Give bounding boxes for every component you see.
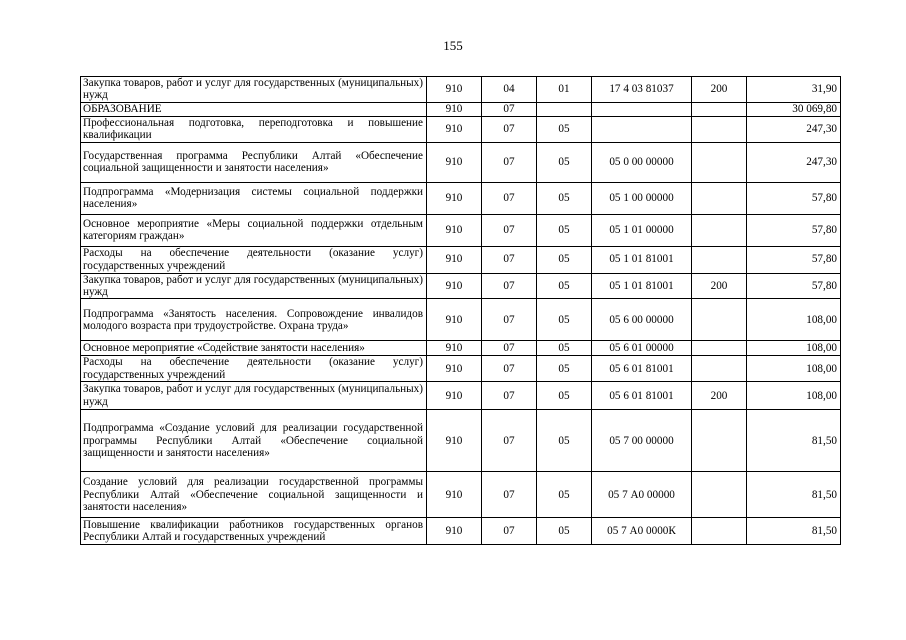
amount-cell: 57,80 — [747, 246, 841, 273]
row-name-cell: Закупка товаров, работ и услуг для государственных (муниципальных) нужд — [81, 382, 427, 410]
expense-type-cell — [692, 182, 747, 214]
target-article-cell: 05 1 01 00000 — [592, 214, 692, 246]
amount-cell: 30 069,80 — [747, 102, 841, 116]
target-article-cell: 05 1 00 00000 — [592, 182, 692, 214]
amount-cell: 108,00 — [747, 341, 841, 356]
section-code-cell: 07 — [482, 102, 537, 116]
row-name-cell: ОБРАЗОВАНИЕ — [81, 102, 427, 116]
section-code-cell: 07 — [482, 472, 537, 518]
budget-table-body — [81, 77, 841, 545]
section-code-cell: 07 — [482, 299, 537, 341]
section-code-cell: 04 — [482, 77, 537, 103]
table-row — [81, 382, 841, 410]
amount-cell: 81,50 — [747, 472, 841, 518]
target-article-cell: 05 7 А0 0000К — [592, 518, 692, 545]
row-name-cell: Закупка товаров, работ и услуг для государственных (муниципальных) нужд — [81, 77, 427, 103]
row-name-cell: Создание условий для реализации государственной программы Республики Алтай «Обеспечение социальной защищенности и занятости населения» — [81, 472, 427, 518]
target-article-cell: 05 6 00 00000 — [592, 299, 692, 341]
row-name-cell: Основное мероприятие «Содействие занятости населения» — [81, 341, 427, 356]
table-row — [81, 77, 841, 103]
target-article-cell: 05 7 00 00000 — [592, 410, 692, 472]
table-row — [81, 142, 841, 182]
target-article-cell: 05 6 01 00000 — [592, 341, 692, 356]
admin-code-cell: 910 — [427, 299, 482, 341]
row-name-cell: Расходы на обеспечение деятельности (оказание услуг) государственных учреждений — [81, 356, 427, 382]
section-code-cell: 07 — [482, 142, 537, 182]
subsection-code-cell: 05 — [537, 341, 592, 356]
expense-type-cell — [692, 142, 747, 182]
admin-code-cell: 910 — [427, 77, 482, 103]
expense-type-cell: 200 — [692, 273, 747, 299]
section-code-cell: 07 — [482, 246, 537, 273]
budget-table — [80, 76, 841, 545]
target-article-cell: 05 1 01 81001 — [592, 273, 692, 299]
admin-code-cell: 910 — [427, 382, 482, 410]
subsection-code-cell: 05 — [537, 356, 592, 382]
row-name-cell: Расходы на обеспечение деятельности (оказание услуг) государственных учреждений — [81, 246, 427, 273]
expense-type-cell — [692, 102, 747, 116]
subsection-code-cell: 05 — [537, 382, 592, 410]
table-row — [81, 273, 841, 299]
expense-type-cell — [692, 341, 747, 356]
expense-type-cell — [692, 472, 747, 518]
admin-code-cell: 910 — [427, 142, 482, 182]
subsection-code-cell: 05 — [537, 410, 592, 472]
subsection-code-cell: 05 — [537, 299, 592, 341]
amount-cell: 108,00 — [747, 356, 841, 382]
target-article-cell: 05 7 А0 00000 — [592, 472, 692, 518]
expense-type-cell: 200 — [692, 382, 747, 410]
admin-code-cell: 910 — [427, 410, 482, 472]
expense-type-cell: 200 — [692, 77, 747, 103]
expense-type-cell — [692, 246, 747, 273]
subsection-code-cell — [537, 102, 592, 116]
row-name-cell: Повышение квалификации работников государственных органов Республики Алтай и государственных учреждений — [81, 518, 427, 545]
row-name-cell: Профессиональная подготовка, переподготовка и повышение квалификации — [81, 116, 427, 142]
expense-type-cell — [692, 410, 747, 472]
amount-cell: 247,30 — [747, 142, 841, 182]
section-code-cell: 07 — [482, 341, 537, 356]
subsection-code-cell: 05 — [537, 518, 592, 545]
subsection-code-cell: 05 — [537, 273, 592, 299]
target-article-cell — [592, 116, 692, 142]
row-name-cell: Подпрограмма «Модернизация системы социальной поддержки населения» — [81, 182, 427, 214]
admin-code-cell: 910 — [427, 518, 482, 545]
target-article-cell: 05 6 01 81001 — [592, 382, 692, 410]
subsection-code-cell: 05 — [537, 116, 592, 142]
section-code-cell: 07 — [482, 410, 537, 472]
table-row — [81, 214, 841, 246]
amount-cell: 108,00 — [747, 299, 841, 341]
target-article-cell: 05 1 01 81001 — [592, 246, 692, 273]
row-name-cell: Основное мероприятие «Меры социальной поддержки отдельным категориям граждан» — [81, 214, 427, 246]
amount-cell: 81,50 — [747, 410, 841, 472]
amount-cell: 247,30 — [747, 116, 841, 142]
amount-cell: 57,80 — [747, 182, 841, 214]
admin-code-cell: 910 — [427, 472, 482, 518]
table-row — [81, 341, 841, 356]
expense-type-cell — [692, 356, 747, 382]
subsection-code-cell: 05 — [537, 214, 592, 246]
subsection-code-cell: 05 — [537, 142, 592, 182]
section-code-cell: 07 — [482, 518, 537, 545]
admin-code-cell: 910 — [427, 273, 482, 299]
amount-cell: 31,90 — [747, 77, 841, 103]
target-article-cell: 05 6 01 81001 — [592, 356, 692, 382]
admin-code-cell: 910 — [427, 246, 482, 273]
table-row — [81, 299, 841, 341]
row-name-cell: Закупка товаров, работ и услуг для государственных (муниципальных) нужд — [81, 273, 427, 299]
admin-code-cell: 910 — [427, 182, 482, 214]
page-number: 155 — [443, 38, 463, 53]
amount-cell: 57,80 — [747, 273, 841, 299]
subsection-code-cell: 05 — [537, 246, 592, 273]
section-code-cell: 07 — [482, 182, 537, 214]
row-name-cell: Подпрограмма «Занятость населения. Сопровождение инвалидов молодого возраста при трудоустройстве. Охрана труда» — [81, 299, 427, 341]
table-row — [81, 410, 841, 472]
subsection-code-cell: 05 — [537, 182, 592, 214]
table-row — [81, 472, 841, 518]
section-code-cell: 07 — [482, 382, 537, 410]
expense-type-cell — [692, 518, 747, 545]
admin-code-cell: 910 — [427, 356, 482, 382]
expense-type-cell — [692, 116, 747, 142]
admin-code-cell: 910 — [427, 116, 482, 142]
table-row — [81, 518, 841, 545]
target-article-cell: 17 4 03 81037 — [592, 77, 692, 103]
section-code-cell: 07 — [482, 356, 537, 382]
expense-type-cell — [692, 299, 747, 341]
admin-code-cell: 910 — [427, 214, 482, 246]
subsection-code-cell: 05 — [537, 472, 592, 518]
table-row — [81, 246, 841, 273]
amount-cell: 81,50 — [747, 518, 841, 545]
table-row — [81, 102, 841, 116]
admin-code-cell: 910 — [427, 341, 482, 356]
target-article-cell — [592, 102, 692, 116]
table-row — [81, 116, 841, 142]
table-row — [81, 182, 841, 214]
admin-code-cell: 910 — [427, 102, 482, 116]
row-name-cell: Подпрограмма «Создание условий для реализации государственной программы Республики Алтай «Обеспечение социальной защищенности и занятости населения» — [81, 410, 427, 472]
section-code-cell: 07 — [482, 116, 537, 142]
expense-type-cell — [692, 214, 747, 246]
target-article-cell: 05 0 00 00000 — [592, 142, 692, 182]
amount-cell: 108,00 — [747, 382, 841, 410]
section-code-cell: 07 — [482, 214, 537, 246]
amount-cell: 57,80 — [747, 214, 841, 246]
row-name-cell: Государственная программа Республики Алтай «Обеспечение социальной защищенности и занятости населения» — [81, 142, 427, 182]
table-row — [81, 356, 841, 382]
section-code-cell: 07 — [482, 273, 537, 299]
subsection-code-cell: 01 — [537, 77, 592, 103]
